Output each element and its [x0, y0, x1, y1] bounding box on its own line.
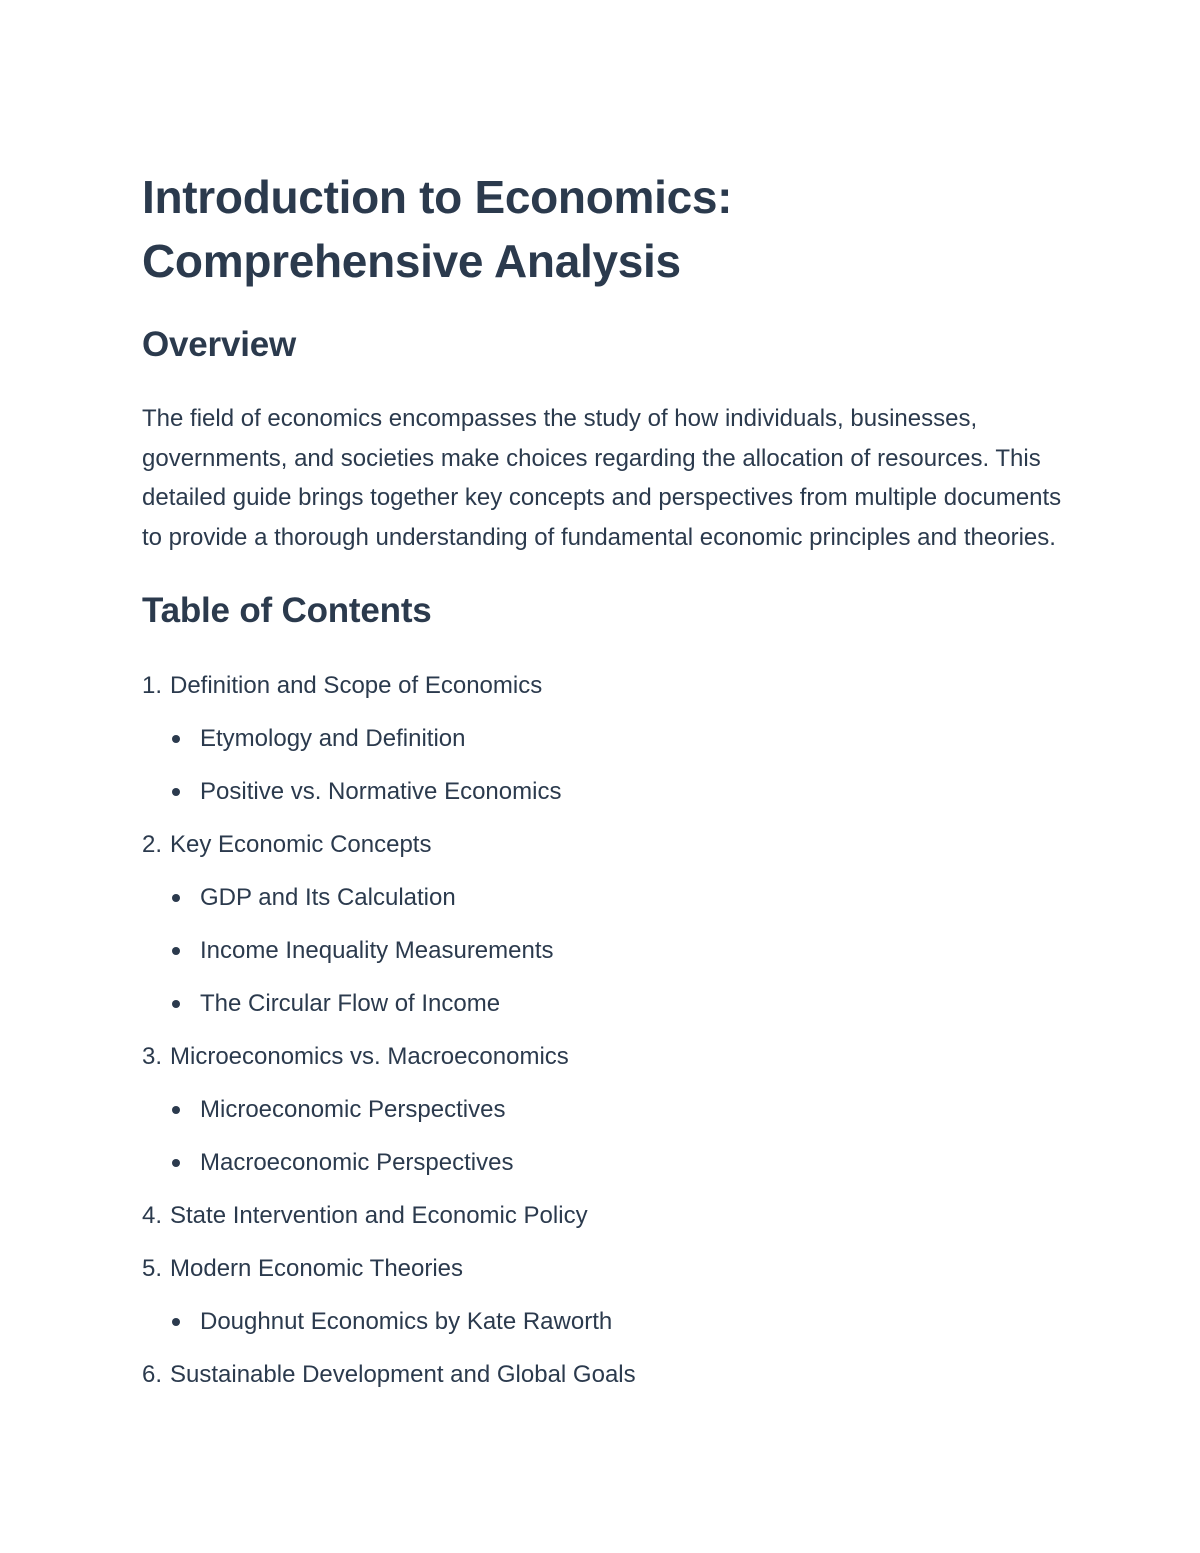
toc-item — [142, 818, 1062, 1030]
toc-item — [142, 1348, 1062, 1401]
toc-item — [142, 1189, 1062, 1242]
toc-subitem — [170, 1083, 1062, 1136]
title-line-1: Introduction to Economics: — [142, 171, 733, 223]
title-line-2: Comprehensive Analysis — [142, 235, 681, 287]
toc-subitem-label: Doughnut Economics by Kate Raworth — [200, 1308, 613, 1335]
toc-subitem-label: The Circular Flow of Income — [200, 990, 501, 1017]
toc-item-number: 6. — [142, 1361, 163, 1388]
toc-subitem — [170, 765, 1062, 818]
toc-subitem-label: Etymology and Definition — [200, 725, 466, 752]
toc-subitem — [170, 1136, 1062, 1189]
overview-heading: Overview — [142, 325, 297, 364]
toc-item-label: Modern Economic Theories — [170, 1255, 464, 1282]
toc-item-label: Definition and Scope of Economics — [170, 672, 543, 699]
overview-paragraph: The field of economics encompasses the study of how individuals, businesses, governments, and societies make choices regarding the allocation of resources. This detailed guide brings together key concepts and perspectives from multiple documents to provide a thorough understanding of fundamental economic principles and theories. — [142, 405, 1062, 551]
toc-subitem-label: Income Inequality Measurements — [200, 937, 554, 964]
toc-item — [142, 1030, 1062, 1189]
toc-subitem-label: GDP and Its Calculation — [200, 884, 456, 911]
toc-item-label: Key Economic Concepts — [170, 831, 432, 858]
toc-item — [142, 659, 1062, 818]
toc-item-label: Sustainable Development and Global Goals — [170, 1361, 636, 1388]
document-title — [142, 165, 1062, 293]
toc-subitem — [170, 712, 1062, 765]
toc-subitems — [142, 1083, 1062, 1189]
document-page — [142, 165, 1062, 1401]
toc-subitem — [170, 871, 1062, 924]
toc-item-number: 3. — [142, 1043, 163, 1070]
toc-item-number: 2. — [142, 831, 163, 858]
table-of-contents — [142, 659, 1062, 1401]
toc-subitems — [142, 712, 1062, 818]
toc-subitem-label: Macroeconomic Perspectives — [200, 1149, 514, 1176]
toc-item-label: Microeconomics vs. Macroeconomics — [170, 1043, 569, 1070]
toc-subitem-label: Microeconomic Perspectives — [200, 1096, 506, 1123]
toc-subitem — [170, 924, 1062, 977]
toc-item-label: State Intervention and Economic Policy — [170, 1202, 588, 1229]
toc-subitem — [170, 977, 1062, 1030]
toc-item-number: 5. — [142, 1255, 163, 1282]
toc-item-number: 1. — [142, 672, 163, 699]
bullet-icon — [172, 1318, 180, 1326]
bullet-icon — [172, 1000, 180, 1008]
bullet-icon — [172, 1159, 180, 1167]
bullet-icon — [172, 788, 180, 796]
toc-item — [142, 1242, 1062, 1348]
bullet-icon — [172, 947, 180, 955]
toc-heading: Table of Contents — [142, 591, 432, 630]
toc-subitem — [170, 1295, 1062, 1348]
bullet-icon — [172, 1106, 180, 1114]
toc-subitems — [142, 871, 1062, 1030]
bullet-icon — [172, 894, 180, 902]
toc-subitem-label: Positive vs. Normative Economics — [200, 778, 562, 805]
toc-item-number: 4. — [142, 1202, 163, 1229]
bullet-icon — [172, 735, 180, 743]
toc-subitems — [142, 1295, 1062, 1348]
